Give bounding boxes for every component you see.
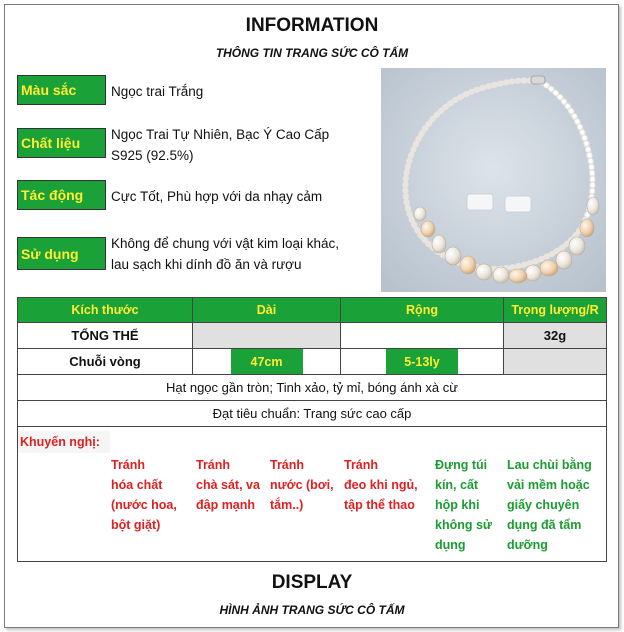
page-title: INFORMATION xyxy=(245,15,379,36)
advice-item-chemicals: Tránh hóa chất (nước hoa, bột giặt) xyxy=(111,458,177,532)
row-overall-width xyxy=(340,322,504,349)
pearl-necklace-photo xyxy=(381,68,606,292)
th-weight: Trọng lượng/R xyxy=(503,297,607,323)
label-color: Màu sắc xyxy=(17,75,106,105)
advice-item-impact: Tránh chà sát, va đập mạnh xyxy=(196,458,260,512)
size-table xyxy=(17,297,607,427)
value-effect: Cực Tốt, Phù hợp với da nhạy cảm xyxy=(111,189,323,204)
row-strand-width: 5-13ly xyxy=(386,349,458,374)
value-color: Ngọc trai Trắng xyxy=(111,84,204,99)
display-title: DISPLAY xyxy=(271,572,353,593)
row-strand-label: Chuỗi vòng xyxy=(17,348,193,375)
label-material: Chất liệu xyxy=(17,128,106,158)
advice-item-storage: Đựng túi kín, cất hộp khi không sử dụng xyxy=(435,458,492,552)
label-effect: Tác động xyxy=(17,180,106,210)
display-subtitle: HÌNH ẢNH TRANG SỨC CÔ TẤM xyxy=(219,603,405,617)
row-overall-length xyxy=(192,322,341,349)
value-usage-line1: Không để chung với vật kim loại khác, xyxy=(111,236,339,251)
row-strand-weight xyxy=(503,348,607,375)
row-strand-length-cell xyxy=(192,348,341,375)
advice-label: Khuyến nghị: xyxy=(18,431,110,453)
advice-item-sleep: Tránh đeo khi ngủ, tập thể thao xyxy=(344,458,418,512)
row-overall-label: TỔNG THỂ xyxy=(17,322,193,349)
desc-standard: Đạt tiêu chuẩn: Trang sức cao cấp xyxy=(17,400,607,427)
row-overall-weight: 32g xyxy=(503,322,607,349)
page-subtitle: THÔNG TIN TRANG SỨC CÔ TẤM xyxy=(215,46,409,60)
value-usage-line2: lau sạch khi dính đồ ăn và rượu xyxy=(111,257,302,272)
label-usage: Sử dụng xyxy=(17,237,106,270)
desc-pearls: Hạt ngọc gần tròn; Tinh xảo, tỷ mỉ, bóng ánh xà cừ xyxy=(17,374,607,401)
value-material-line2: S925 (92.5%) xyxy=(111,148,194,163)
advice-item-cleaning: Lau chùi bằng vải mềm hoặc giấy chuyên dụng đã tẩm dưỡng xyxy=(507,458,592,552)
advice-item-water: Tránh nước (bơi, tắm..) xyxy=(270,458,334,512)
row-strand-length: 47cm xyxy=(231,349,303,374)
th-size: Kích thước xyxy=(17,297,193,323)
value-material-line1: Ngọc Trai Tự Nhiên, Bạc Ý Cao Cấp xyxy=(111,127,330,142)
th-width: Rộng xyxy=(340,297,504,323)
th-length: Dài xyxy=(192,297,341,323)
row-strand-width-cell xyxy=(340,348,504,375)
